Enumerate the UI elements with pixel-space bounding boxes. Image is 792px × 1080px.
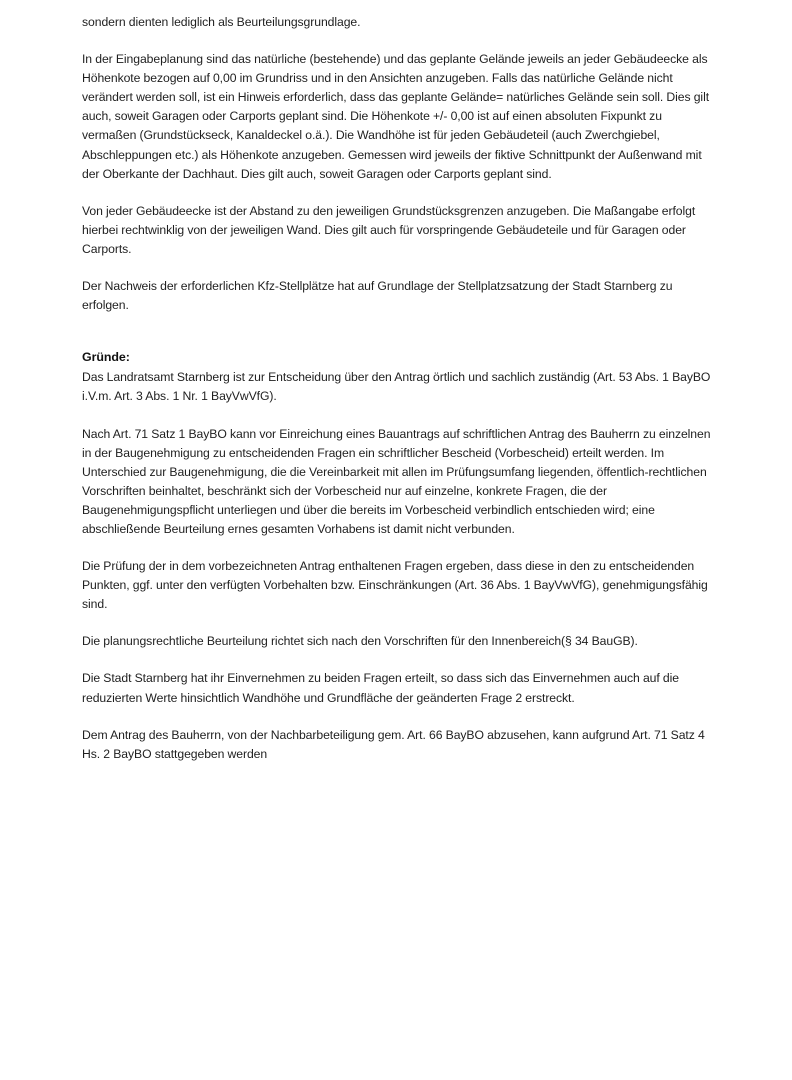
section-spacer xyxy=(82,333,724,348)
section-gruende xyxy=(82,348,724,406)
paragraph-vorbescheid-rechtsgrundlage: Nach Art. 71 Satz 1 BayBO kann vor Einreichung eines Bauantrags auf schriftlichen Antrag des Bauherrn zu einzelnen in der Baugenehmigung zu entscheidenden Fragen ein schriftlicher Bescheid (Vorbescheid) erteilt werden. Im Unterschied zur Baugenehmigung, die die Vereinbarkeit mit allen im Prüfungsumfang liegenden, öffentlich-rechtlichen Vorschriften beinhaltet, beschränkt sich der Vorbescheid nur auf einzelne, konkrete Fragen, die der Baugenehmigungspflicht unterliegen und über die bereits im Vorbescheid verbindlich entschieden wird; eine abschließende Beurteilung ernes gesamten Vorhabens ist damit nicht verbunden. xyxy=(82,426,711,536)
paragraph-pruefung-ergebnis: Die Prüfung der in dem vorbezeichneten Antrag enthaltenen Fragen ergeben, dass diese in den zu entscheidenden Punkten, ggf. unter den verfügten Vorbehalten bzw. Einschränkungen (Art. 36 Abs. 1 BayVwVfG), genehmigungsfähig sind. xyxy=(82,559,708,612)
heading-gruende: Gründe: xyxy=(82,350,130,365)
paragraph-abstand-grundstuecksgrenzen: Von jeder Gebäudeecke ist der Abstand zu den jeweiligen Grundstücksgrenzen anzugeben. Die Maßangabe erfolgt hierbei rechtwinklig von der jeweiligen Wand. Dies gilt auch für vorspringende Gebäudeteile und für Garagen oder Carports. xyxy=(82,203,696,256)
paragraph-continuation-intro: sondern dienten lediglich als Beurteilungsgrundlage. xyxy=(82,15,361,29)
paragraph-nachbarbeteiligung-antrag: Dem Antrag des Bauherrn, von der Nachbarbeteiligung gem. Art. 66 BayBO abzusehen, kann aufgrund Art. 71 Satz 4 Hs. 2 BayBO stattgegeben werden xyxy=(82,727,705,761)
paragraph-einvernehmen-stadt-starnberg: Die Stadt Starnberg hat ihr Einvernehmen zu beiden Fragen erteilt, so dass sich das Einvernehmen auch auf die reduzierten Werte hinsichtlich Wandhöhe und Grundfläche der geänderten Frage 2 erstreckt. xyxy=(82,671,679,705)
document-text-body xyxy=(82,13,724,782)
paragraph-eingabeplanung-hoehenkoten: In der Eingabeplanung sind das natürliche (bestehende) und das geplante Gelände jeweils an jeder Gebäudeecke als Höhenkote bezogen auf 0,00 im Grundriss und in den Ansichten anzugeben. Falls das natürliche Gelände nicht verändert werden soll, ist ein Hinweis erforderlich, dass das geplante Gelände= natürliches Gelände sein soll. Dies gilt auch, soweit Garagen oder Carports geplant sind. Die Höhenkote +/- 0,00 ist auf einen absoluten Fixpunkt zu vermaßen (Grundstückseck, Kanaldeckel o.ä.). Die Wandhöhe ist für jeden Gebäudeteil (auch Zwerchgiebel, Abschleppungen etc.) als Höhenkote anzugeben. Gemessen wird jeweils der fiktive Schnittpunkt der Außenwand mit der Oberkante der Dachhaut. Dies gilt auch, soweit Garagen oder Carports geplant sind. xyxy=(82,52,710,181)
paragraph-zustaendigkeit: Das Landratsamt Starnberg ist zur Entscheidung über den Antrag örtlich und sachlich zuständig (Art. 53 Abs. 1 BayBO i.V.m. Art. 3 Abs. 1 Nr. 1 BayVwVfG). xyxy=(82,370,711,404)
paragraph-planungsrechtliche-beurteilung: Die planungsrechtliche Beurteilung richtet sich nach den Vorschriften für den Innenbereich(§ 34 BauGB). xyxy=(82,634,638,649)
paragraph-stellplatznachweis: Der Nachweis der erforderlichen Kfz-Stellplätze hat auf Grundlage der Stellplatzsatzung der Stadt Starnberg zu erfolgen. xyxy=(82,279,673,313)
